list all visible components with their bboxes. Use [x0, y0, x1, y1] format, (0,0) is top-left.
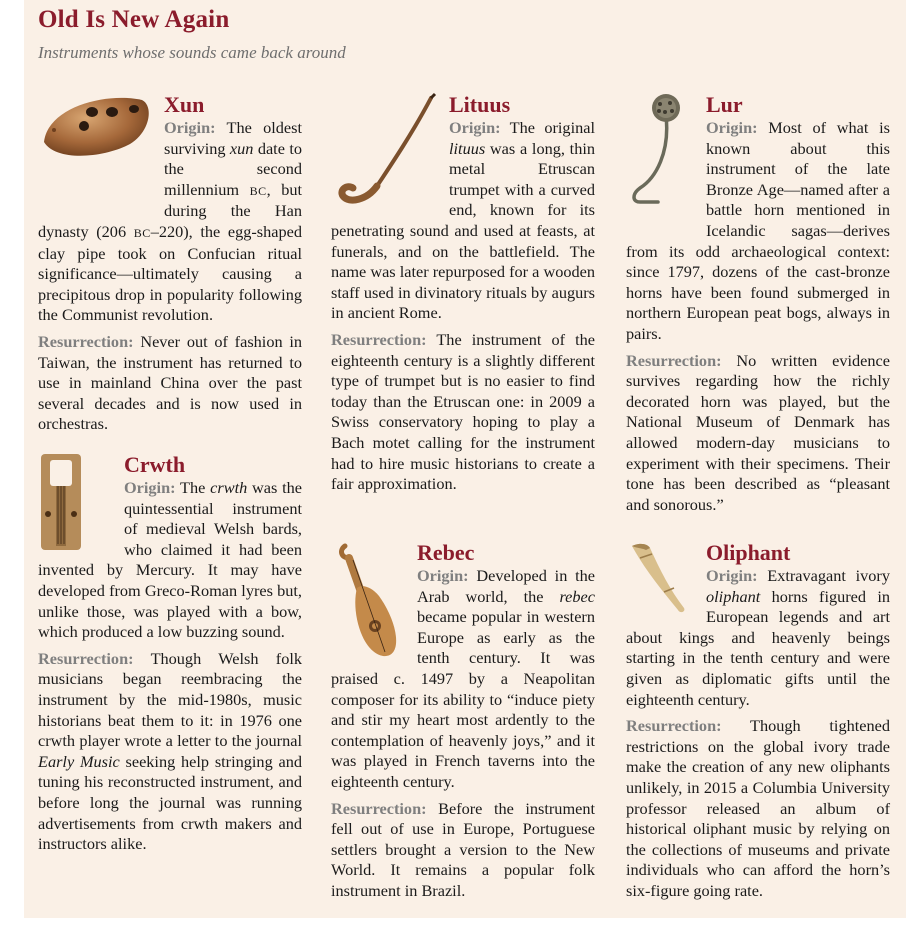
- crwth-resurrection: Resurrection: Though Welsh folk musicians began reembracing the instrument by the mid-1980s, music historians beat them to it: in 1976 one crwth player wrote a letter to the journal Early Music seeking help stringing and tuning his reconstructed instrument, and before long the journal was running advertisements from crwth makers and instructors alike.: [38, 648, 302, 854]
- xun-origin: Origin: The oldest surviving xun date to the second millennium BC, but during the Han dynasty (206 BC–220), the egg-shaped clay pipe took on Confucian ritual significance—ultimately causing a precipitous drop in popularity following the Communist revolution.: [38, 118, 303, 325]
- rebec-illustration: [331, 540, 417, 668]
- lur-illustration: [626, 92, 706, 222]
- xun-heading: Xun: [164, 92, 205, 117]
- entry-rebec: [331, 540, 595, 908]
- lur-heading: Lur: [706, 92, 743, 117]
- oliphant-heading: Oliphant: [706, 540, 791, 565]
- page-title: Old Is New Again: [38, 6, 230, 33]
- lituus-illustration: [331, 92, 449, 214]
- resurrection-label: Resurrection:: [38, 331, 134, 351]
- crwth-heading: Crwth: [124, 452, 186, 477]
- lituus-origin: Origin: The original lituus was a long, thin metal Etruscan trumpet with a curved end, known for its penetrating sound and used at feasts, at funerals, and on the battlefield. The name was later repurposed for a wooden staff used in divinatory rituals by augurs in ancient Rome.: [331, 118, 596, 323]
- xun-resurrection: Resurrection: Never out of fashion in Taiwan, the instrument has returned to use in mainland China over the past several decades and is now used in orchestras.: [38, 331, 303, 434]
- article-panel: [24, 0, 906, 918]
- crwth-origin: Origin: The crwth was the quintessential instrument of medieval Welsh bards, who claimed it had been invented by Mercury. It may have developed from Greco-Roman lyres but, unlike those, was played with a bow, which produced a low buzzing sound.: [38, 478, 302, 642]
- rebec-heading: Rebec: [417, 540, 475, 565]
- entry-xun: [38, 92, 302, 441]
- lituus-resurrection: Resurrection: The instrument of the eighteenth century is a slightly different type of trumpet but is no easier to find today than the Etruscan one: in 2009 a Swiss conservatory hoping to play a Bach motet calling for the instrument had to hire music historians to create a fair approximation.: [331, 329, 595, 494]
- lur-origin: Origin: Most of what is known about this instrument of the late Bronze Age—named after a battle horn mentioned in Icelandic sagas—derives from its odd archaeological context: since 1797, dozens of the cast-bronze horns have been found submerged in northern European peat bogs, always in pairs.: [626, 118, 890, 343]
- oliphant-resurrection: Resurrection: Though tightened restrictions on the global ivory trade make the creation of any new oliphants unlikely, in 2015 a Columbia University professor released an album of historical oliphant music by relying on the collections of museums and private individuals who can afford the horn’s six-figure going rate.: [626, 716, 890, 900]
- entry-oliphant: [626, 540, 890, 908]
- xun-illustration: [38, 92, 164, 214]
- origin-label: Origin:: [164, 118, 216, 137]
- entry-lituus: [331, 92, 595, 501]
- crwth-illustration: [38, 452, 124, 558]
- rebec-resurrection: Resurrection: Before the instrument fell out of use in Europe, Portuguese settlers brought a version to the New World. It remains a popular folk instrument in Brazil.: [331, 798, 596, 900]
- lur-resurrection: Resurrection: No written evidence survives regarding how the richly decorated horn was played, but the National Museum of Denmark has allowed modern-day musicians to experiment with their specimens. Their tone has been described as “pleasant and sonorous.”: [626, 350, 890, 514]
- lituus-heading: Lituus: [449, 92, 511, 117]
- page-subtitle: Instruments whose sounds came back around: [38, 43, 346, 62]
- rebec-origin: Origin: Developed in the Arab world, the rebec became popular in western Europe as early as the tenth century. It was praised c. 1497 by a Neapolitan composer for its ability to “induce piety and stir my heart most ardently to the contemplation of heavenly joys,” and it was played in French taverns into the eighteenth century.: [331, 566, 596, 791]
- entry-crwth: [38, 452, 302, 861]
- oliphant-illustration: [626, 540, 706, 620]
- entry-lur: [626, 92, 890, 521]
- oliphant-origin: Origin: Extravagant ivory oliphant horns figured in European legends and art about kings and heavenly beings starting in the tenth century and were given as diplomatic gifts until the eighteenth century.: [626, 566, 890, 709]
